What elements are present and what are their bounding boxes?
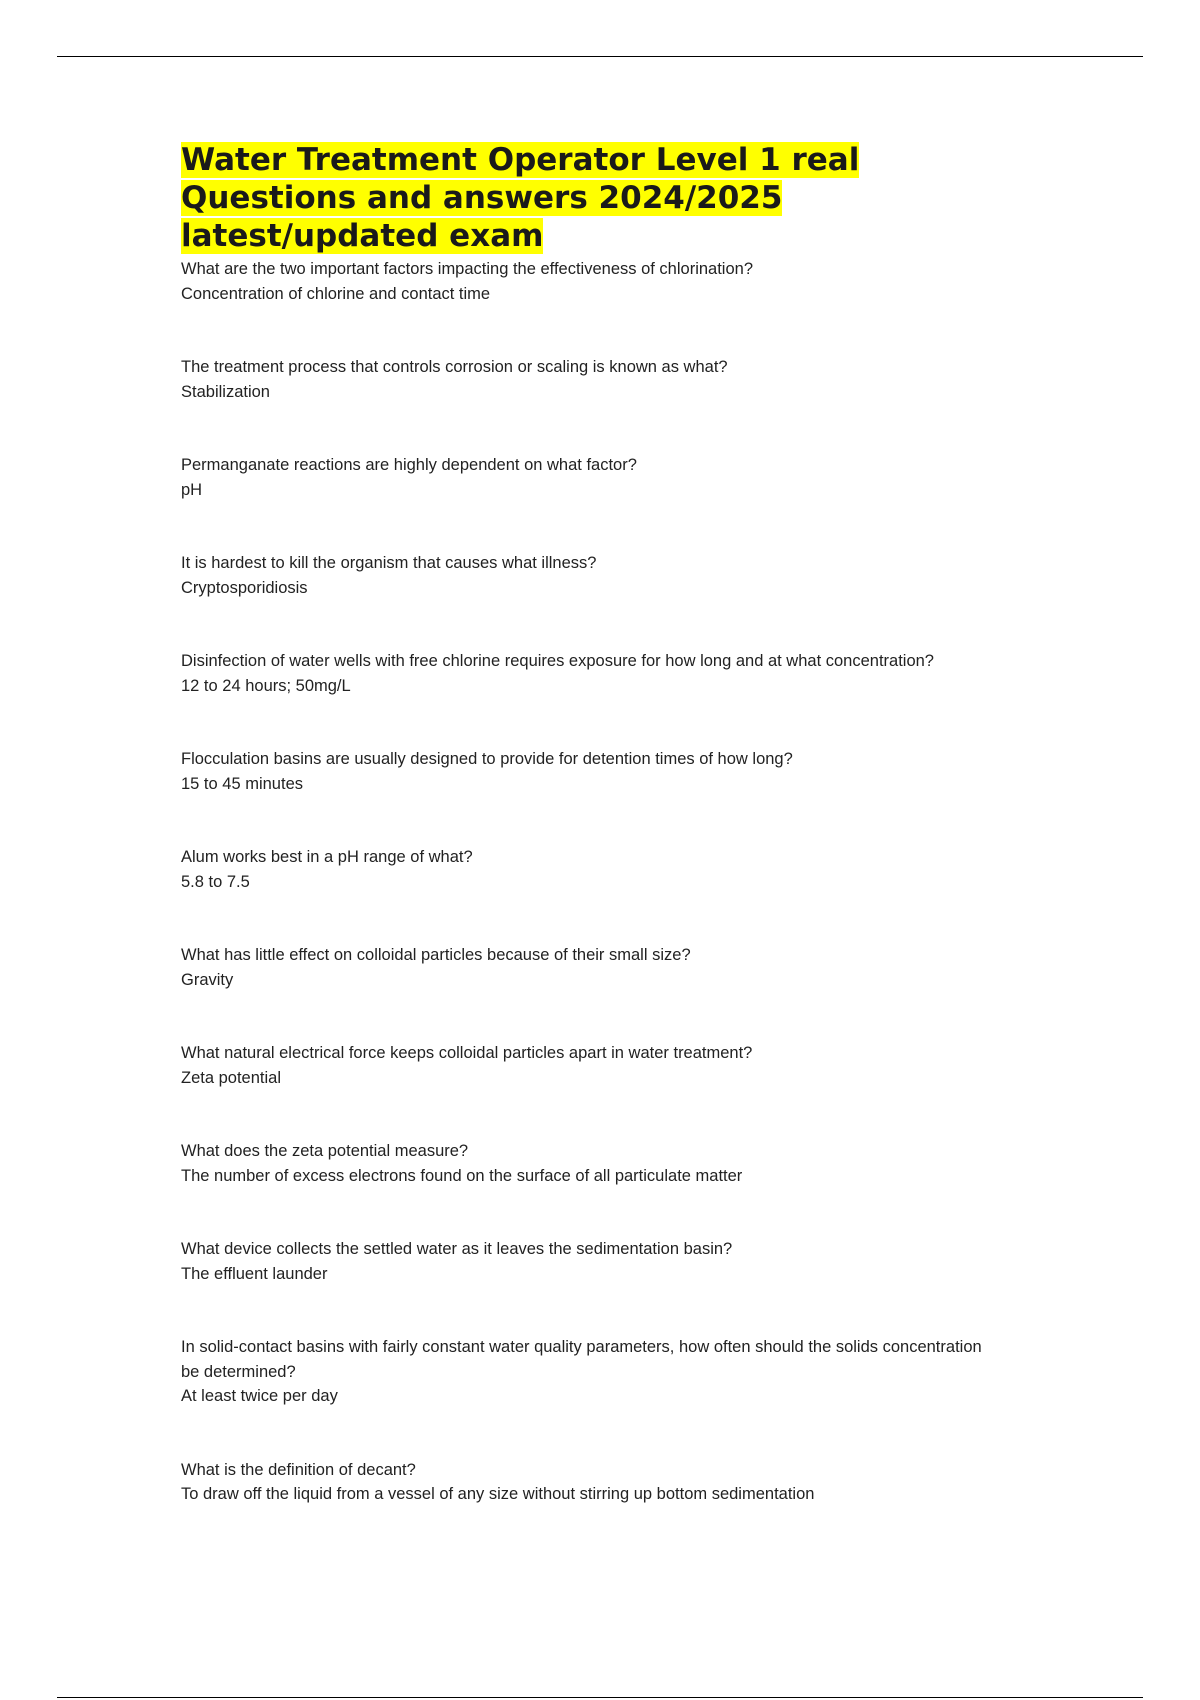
- answer-text: pH: [181, 480, 203, 499]
- footer-rule: [57, 1697, 1143, 1698]
- question-text: The treatment process that controls corrosion or scaling is known as what?: [181, 358, 728, 376]
- qa-item: [181, 1237, 991, 1286]
- question-text: What device collects the settled water as it leaves the sedimentation basin?: [181, 1240, 733, 1258]
- answer-text: 15 to 45 minutes: [181, 774, 303, 793]
- title-highlight: Water Treatment Operator Level 1 real Questions and answers 2024/2025 latest/updated exam: [181, 142, 860, 254]
- qa-item: [181, 257, 991, 306]
- question-text: Disinfection of water wells with free chlorine requires exposure for how long and at what concentration?: [181, 652, 934, 670]
- qa-item: [181, 1458, 991, 1507]
- question-text: In solid-contact basins with fairly constant water quality parameters, how often should the solids concentration be determined?: [181, 1338, 982, 1381]
- question-text: What does the zeta potential measure?: [181, 1142, 469, 1160]
- qa-item: [181, 453, 991, 502]
- qa-item: [181, 649, 991, 698]
- answer-text: Concentration of chlorine and contact time: [181, 284, 491, 303]
- question-text: Permanganate reactions are highly dependent on what factor?: [181, 456, 637, 474]
- question-text: What has little effect on colloidal particles because of their small size?: [181, 946, 691, 964]
- qa-item: [181, 1041, 991, 1090]
- answer-text: At least twice per day: [181, 1387, 338, 1405]
- question-text: Alum works best in a pH range of what?: [181, 848, 473, 866]
- answer-text: To draw off the liquid from a vessel of any size without stirring up bottom sedimentation: [181, 1485, 815, 1503]
- answer-text: Zeta potential: [181, 1068, 281, 1087]
- answer-text: 5.8 to 7.5: [181, 872, 250, 891]
- qa-item: [181, 1335, 991, 1409]
- qa-item: [181, 747, 991, 796]
- answer-text: The number of excess electrons found on the surface of all particulate matter: [181, 1166, 743, 1185]
- qa-item: [181, 551, 991, 600]
- question-text: What is the definition of decant?: [181, 1460, 416, 1479]
- question-text: Flocculation basins are usually designed to provide for detention times of how long?: [181, 750, 793, 768]
- qa-item: [181, 943, 991, 992]
- question-text: What are the two important factors impacting the effectiveness of chlorination?: [181, 260, 753, 278]
- header-rule: [57, 56, 1143, 57]
- answer-text: Cryptosporidiosis: [181, 578, 308, 597]
- qa-item: [181, 355, 991, 404]
- answer-text: The effluent launder: [181, 1264, 328, 1283]
- qa-list: [181, 257, 1001, 1507]
- answer-text: 12 to 24 hours; 50mg/L: [181, 676, 351, 695]
- document-body: [181, 141, 1001, 1556]
- qa-item: [181, 1139, 991, 1188]
- answer-text: Stabilization: [181, 382, 270, 401]
- qa-item: [181, 845, 991, 894]
- question-text: It is hardest to kill the organism that causes what illness?: [181, 554, 597, 572]
- question-text: What natural electrical force keeps colloidal particles apart in water treatment?: [181, 1044, 753, 1062]
- document-title: [181, 141, 921, 255]
- answer-text: Gravity: [181, 970, 234, 989]
